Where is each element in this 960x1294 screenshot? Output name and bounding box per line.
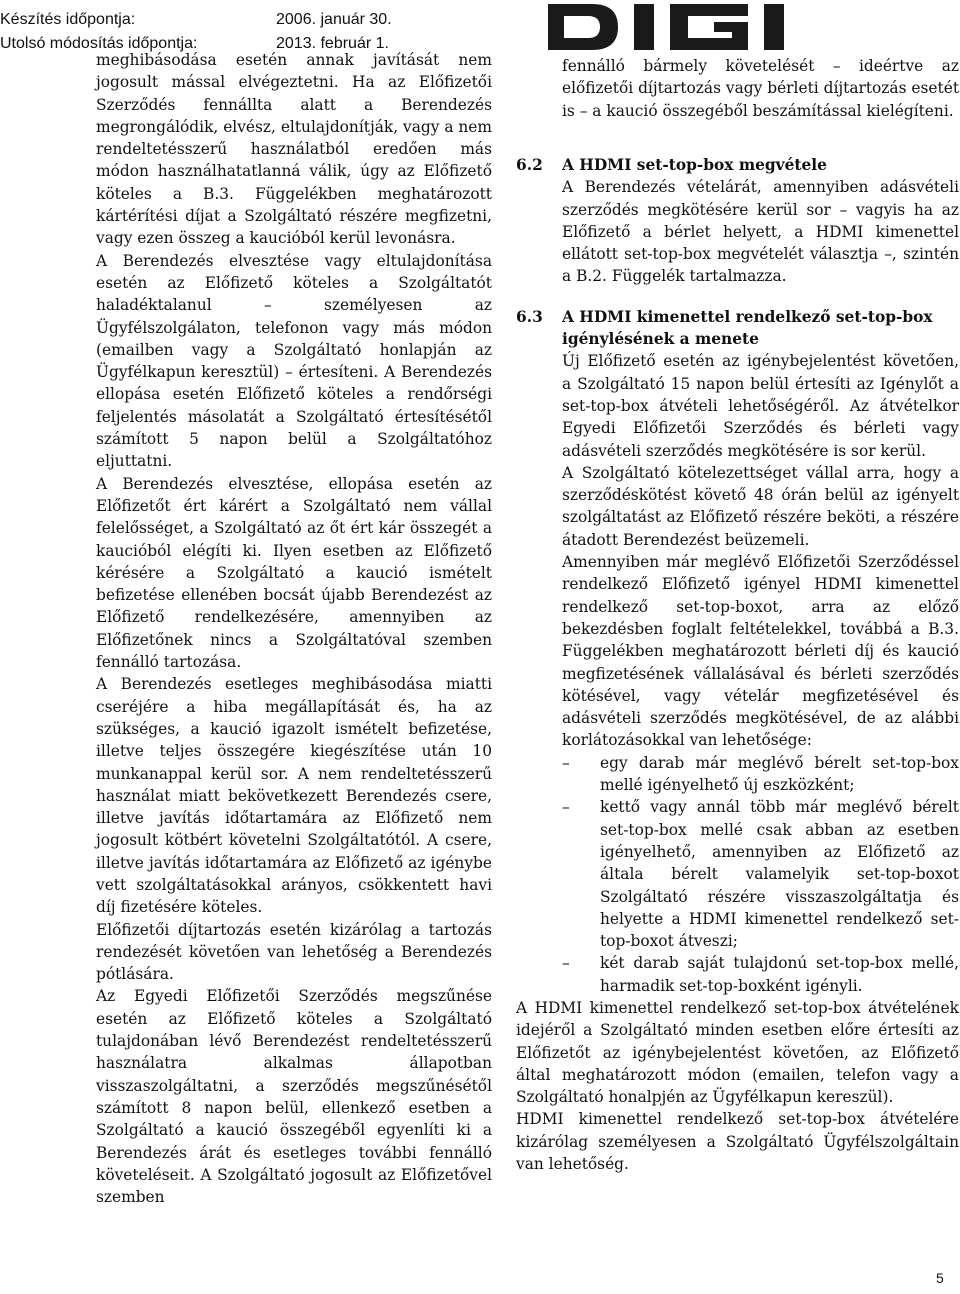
dash-bullet: – (562, 954, 570, 973)
right-column (516, 140, 959, 1175)
list-item-text: kettő vagy annál több már meglévő bérelt set-top-box mellé csak abban az esetben igényelhető, amennyiben az Előfizető az általa bérelt valamelyik set-top-boxot Szolgáltató részére visszaszolgáltatja és helyette a HDMI kimenettel rendelkező set-top-boxot átveszi; (600, 798, 959, 951)
section-heading-6-2 (516, 154, 959, 176)
paragraph: HDMI kimenettel rendelkező set-top-box átvételére kizárólag személyesen a Szolgáltató Ügyfélszolgáltain van lehetőség. (516, 1110, 959, 1174)
created-row (0, 8, 392, 32)
created-value: 2006. január 30. (276, 11, 392, 28)
paragraph: meghibásodása esetén annak javítását nem jogosult mással elvégeztetni. Ha az Előfizetői Szerződés fennállta alatt a Berendezés megrongálódik, elvész, eltulajdonítják, vagy a nem rendeltetésszerű használatból eredően más módon használhatatlanná válik, úgy az Előfizető köteles a B.3. Függelékben meghatározott kártérítési díjat a Szolgáltató részére megfizetni, vagy ezen összeg a kaucióból kerül levonásra. (96, 51, 493, 248)
section-number: 6.2 (516, 156, 543, 174)
right-column-continuation (562, 55, 959, 122)
modified-label: Utolsó módosítás időpontja: (0, 35, 198, 52)
dash-bullet: – (562, 798, 570, 817)
paragraph: A Szolgáltató kötelezettséget vállal arra, hogy a szerződéskötést követő 48 órán belül az igényelt szolgáltatást az Előfizető részére beköti, a részére átadott Berendezést beüzemeli. (562, 463, 959, 549)
modified-value: 2013. február 1. (276, 35, 389, 52)
list-item (516, 752, 959, 797)
left-column (96, 49, 492, 1208)
section-number: 6.3 (516, 307, 543, 326)
section-body: A Berendezés vételárát, amennyiben adásvételi szerződés megkötésére kerül sor – vagyis ha az Előfizető a bérlet helyett, a HDMI kimenettel ellátott set-top-box megvételét választja –, szintén a B.2. Függelék tartalmazza. (562, 178, 959, 286)
paragraph: A Berendezés elvesztése, ellopása esetén az Előfizetőt ért kárért a Szolgáltató nem vállal felelősséget, a Szolgáltató az őt ért kár összegét a kaucióból elégíti ki. Ilyen esetben az Előfizető kérésére a Szolgáltató a kaució ismételt befizetése ellenében bocsát újabb Berendezést az Előfizető rendelkezésére, amennyiben az Előfizetőnek nincs a Szolgáltatóval szemben fennálló tartozása. (96, 474, 492, 672)
created-label: Készítés időpontja: (0, 11, 136, 28)
section-title: A HDMI kimenettel rendelkező set-top-box igénylésének a menete (562, 307, 933, 349)
page-number: 5 (936, 1270, 944, 1286)
section-title: A HDMI set-top-box megvétele (562, 156, 827, 174)
paragraph: Az Egyedi Előfizetői Szerződés megszűnése esetén az Előfizető köteles a Szolgáltató tulajdonában lévő Berendezést rendeltetésszerű használatra alkalmas állapotban visszaszolgáltatni, a szerződés megszűnésétől számított 8 napon belül, ellenkező esetben a Szolgáltató a kaució összegéből egyenlíti ki a Berendezés árát és esetleges további fennálló követeléseit. A Szolgáltató jogosult az Előfizetővel szemben (96, 987, 492, 1207)
paragraph: A Berendezés elvesztése vagy eltulajdonítása esetén az Előfizető köteles a Szolgáltatót haladéktalanul – személyesen az Ügyfélszolgálaton, telefonon vagy más módon (emailben vagy a Szolgáltató honlapján az Ügyfélkapun keresztül) – értesíteni. A Berendezés ellopása esetén Előfizető köteles a rendőrségi feljelentés másolatát a Szolgáltató értesítésétől számított 5 napon belül a Szolgáltatóhoz eljuttatni. (96, 251, 492, 471)
digi-logo (548, 4, 854, 50)
paragraph: Új Előfizető esetén az igénybejelentést követően, a Szolgáltató 15 napon belül értesíti az Igénylőt a set-top-box átvételi lehetőségéről. Az átvételkor Egyedi Előfizetői Szerződés és bérleti vagy adásvételi szerződés megkötésére is sor kerül. (562, 352, 959, 460)
list-item-text: két darab saját tulajdonú set-top-box mellé, harmadik set-top-boxként igényli. (600, 954, 959, 995)
paragraph: Előfizetői díjtartozás esetén kizárólag a tartozás rendezését követően van lehetőség a Berendezés pótlására. (96, 920, 492, 984)
paragraph: fennálló bármely követelését – ideértve az előfizetői díjtartozás vagy bérleti díjtartozás esetét is – a kaució összegéből beszámítással kielégíteni. (562, 57, 959, 120)
list-item-text: egy darab már meglévő bérelt set-top-box mellé igényelhető új eszközként; (600, 753, 959, 795)
paragraph: Amennyiben már meglévő Előfizetői Szerződéssel rendelkező Előfizető igényel HDMI kimenettel rendelkező set-top-boxot, arra az előző bekezdésben foglalt feltételekkel, továbbá a B.3. Függelékben meghatározott bérleti díj és kaució megfizetésének vállalásával és bérleti szerződés kötésével, vagy vételár megfizetésével és adásvételi szerződés megkötésével, de az alábbi korlátozásokkal van lehetősége: (562, 553, 959, 750)
paragraph: A HDMI kimenettel rendelkező set-top-box átvételének idejéről a Szolgáltató minden esetben előre értesíti az Előfizetőt az igénybejelentést követően, az Előfizető által meghatározott módon (emailen, telefon vagy a Szolgáltató honalpjén az Ügyfélkapun kereszül). (516, 998, 959, 1107)
paragraph: A Berendezés esetleges meghibásodása miatti cseréjére a hiba megállapítását és, ha az szükséges, a kaució igazolt ismételt befizetése, illetve teljes összegére kiegészítése után 10 munkanappal kerül sor. A nem rendeltetésszerű használat miatt bekövetkezett Berendezés csere, illetve javítás időtartamára az Előfizető nem jogosult kötbért követelni Szolgáltatótól. A csere, illetve javítás időtartamára az Előfizető az igénybe vett szolgáltatásokkal arányos, csökkentett havi díj fizetésére köteles. (96, 675, 492, 917)
list-item (516, 796, 959, 952)
section-heading-6-3 (516, 306, 959, 351)
dash-bullet: – (562, 753, 570, 772)
list-item (516, 952, 959, 997)
